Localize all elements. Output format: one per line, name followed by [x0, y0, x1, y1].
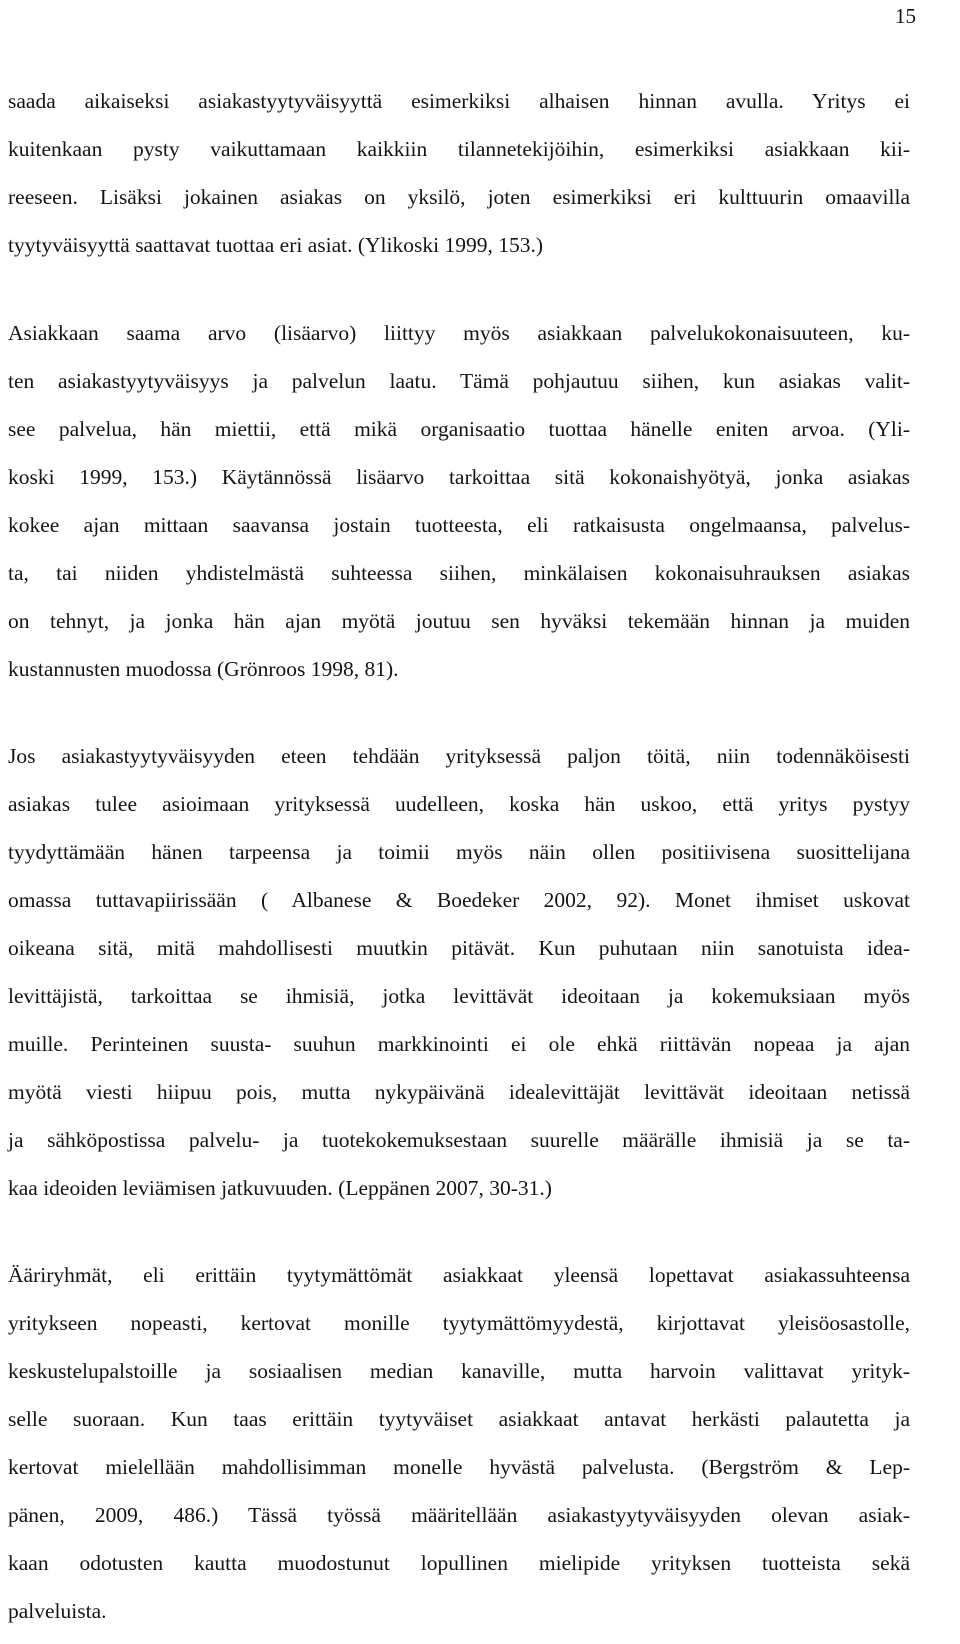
text-line: palveluista.: [8, 1599, 107, 1623]
text-line: kaan odotusten kautta muodostunut lopullinen mielipide yrityksen tuotteista sekä: [8, 1551, 910, 1575]
text-line: Jos asiakastyytyväisyyden eteen tehdään yrityksessä paljon töitä, niin todennäköisesti: [8, 744, 910, 768]
text-line: muille. Perinteinen suusta- suuhun markkinointi ei ole ehkä riittävän nopeaa ja ajan: [8, 1032, 910, 1056]
text-line: keskustelupalstoille ja sosiaalisen median kanaville, mutta harvoin valittavat yrityk-: [8, 1359, 910, 1383]
text-line: Ääriryhmät, eli erittäin tyytymättömät asiakkaat yleensä lopettavat asiakassuhteensa: [8, 1263, 910, 1287]
text-line: reeseen. Lisäksi jokainen asiakas on yksilö, joten esimerkiksi eri kulttuurin omaavilla: [8, 185, 910, 209]
text-line: yritykseen nopeasti, kertovat monille tyytymättömyydestä, kirjottavat yleisöosastolle,: [8, 1311, 910, 1335]
text-line: koski 1999, 153.) Käytännössä lisäarvo tarkoittaa sitä kokonaishyötyä, jonka asiakas: [8, 465, 910, 489]
text-line: see palvelua, hän miettii, että mikä organisaatio tuottaa hänelle eniten arvoa. (Yli-: [8, 417, 910, 441]
text-line: asiakas tulee asioimaan yrityksessä uudelleen, koska hän uskoo, että yritys pystyy: [8, 792, 910, 816]
text-line: selle suoraan. Kun taas erittäin tyytyväiset asiakkaat antavat herkästi palautetta ja: [8, 1407, 910, 1431]
text-line: ten asiakastyytyväisyys ja palvelun laatu. Tämä pohjautuu siihen, kun asiakas valit-: [8, 369, 910, 393]
text-line: kuitenkaan pysty vaikuttamaan kaikkiin tilannetekijöihin, esimerkiksi asiakkaan kii-: [8, 137, 910, 161]
text-line: tyytyväisyyttä saattavat tuottaa eri asiat. (Ylikoski 1999, 153.): [8, 233, 543, 257]
text-line: ta, tai niiden yhdistelmästä suhteessa siihen, minkälaisen kokonaisuhrauksen asiakas: [8, 561, 910, 585]
text-line: levittäjistä, tarkoittaa se ihmisiä, jotka levittävät ideoitaan ja kokemuksiaan myös: [8, 984, 910, 1008]
text-line: kustannusten muodossa (Grönroos 1998, 81).: [8, 657, 399, 681]
text-line: Asiakkaan saama arvo (lisäarvo) liittyy myös asiakkaan palvelukokonaisuuteen, ku-: [8, 321, 910, 345]
text-line: ja sähköpostissa palvelu- ja tuotekokemuksestaan suurelle määrälle ihmisiä ja se ta-: [8, 1128, 910, 1152]
text-line: saada aikaiseksi asiakastyytyväisyyttä esimerkiksi alhaisen hinnan avulla. Yritys ei: [8, 89, 910, 113]
page-number: 15: [895, 4, 916, 28]
text-line: pänen, 2009, 486.) Tässä työssä määritellään asiakastyytyväisyyden olevan asiak-: [8, 1503, 910, 1527]
text-line: kaa ideoiden leviämisen jatkuvuuden. (Leppänen 2007, 30-31.): [8, 1176, 552, 1200]
text-line: kokee ajan mittaan saavansa jostain tuotteesta, eli ratkaisusta ongelmaansa, palvelus-: [8, 513, 910, 537]
text-line: kertovat mielellään mahdollisimman monelle hyvästä palvelusta. (Bergström & Lep-: [8, 1455, 910, 1479]
text-line: oikeana sitä, mitä mahdollisesti muutkin pitävät. Kun puhutaan niin sanotuista idea-: [8, 936, 910, 960]
text-line: omassa tuttavapiirissään ( Albanese & Boedeker 2002, 92). Monet ihmiset uskovat: [8, 888, 910, 912]
text-line: tyydyttämään hänen tarpeensa ja toimii myös näin ollen positiivisena suosittelijana: [8, 840, 910, 864]
text-line: on tehnyt, ja jonka hän ajan myötä joutuu sen hyväksi tekemään hinnan ja muiden: [8, 609, 910, 633]
text-line: myötä viesti hiipuu pois, mutta nykypäivänä idealevittäjät levittävät ideoitaan netissä: [8, 1080, 910, 1104]
